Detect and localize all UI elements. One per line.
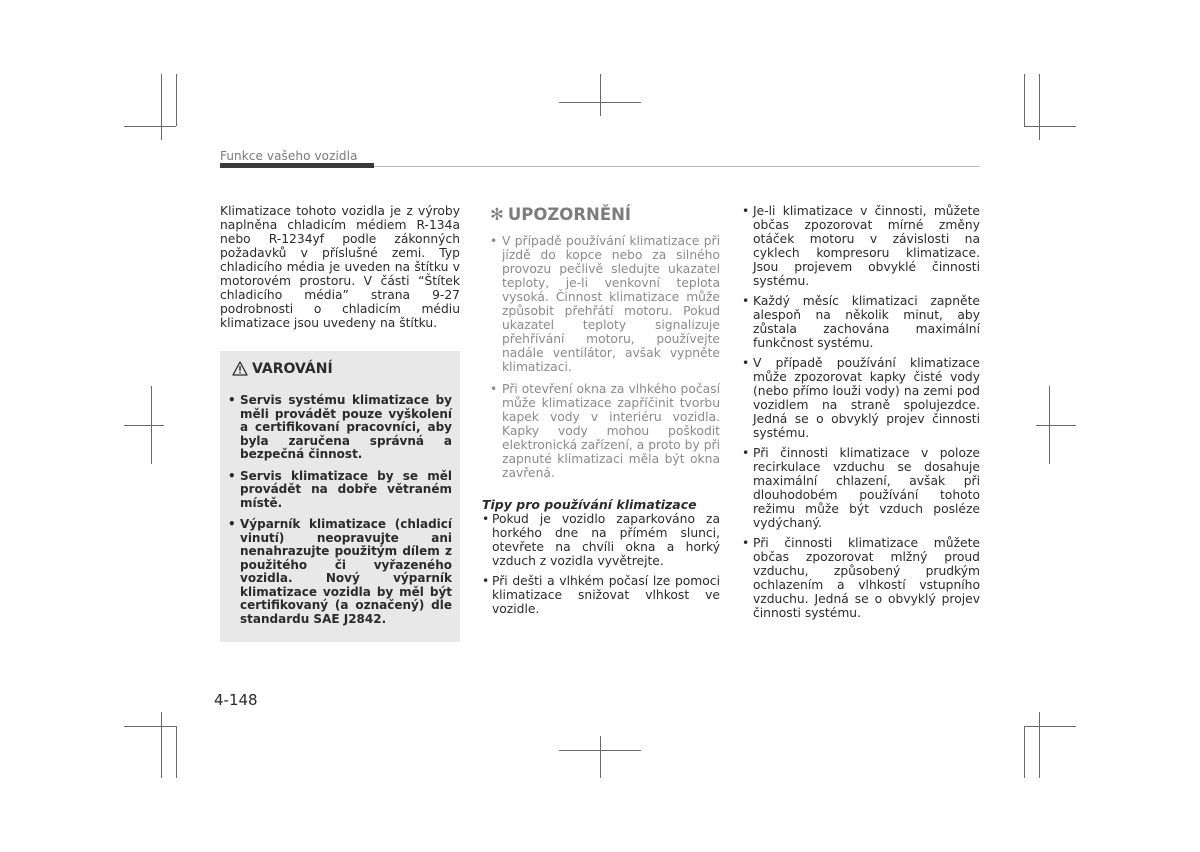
crop-mark [124,726,176,727]
crop-mark [600,736,601,778]
tips-item: • Pokud je vozidlo zaparkováno za horkého dne na přímém slunci, otevřete na chvíli okna a horký vzduch z vozidla vyvětrejte. [482,512,720,568]
header-rule [374,166,980,167]
warning-box [220,351,460,642]
crop-mark [1049,386,1050,464]
crop-mark [1036,425,1076,426]
left-column [220,204,460,642]
crop-mark [124,425,164,426]
warning-triangle-icon [232,361,248,376]
list-item: • Je-li klimatizace v činnosti, můžete občas zpozorovat mírné změny otáček motoru v závislosti na cyklech kompresoru klimatizace. Jsou projevem obvyklé činnosti systému. [742,204,980,288]
middle-column [482,205,720,622]
crop-mark [161,712,162,778]
intro-paragraph: Klimatizace tohoto vozidla je z výroby naplněna chladicím médiem R-134a nebo R-1234yf podle zákonných požadavků v příslušné zemi. Typ chladicího média je uveden na štítku v motorovém prostoru. V části “Štítek chladicího média” strana 9-27 podrobnosti o chladicím médiu klimatizace jsou uvedeny na štítku. [220,204,460,330]
crop-mark [1024,726,1025,778]
crop-mark [176,74,177,126]
warning-item: • Výparník klimatizace (chladicí vinutí) neopravujte ani nenahrazujte použitým dílem z použitého či vyřazeného vozidla. Nový výparník klimatizace vozidla by měl být certifikovaný (a označený) dle standardu SAE J2842. [228,518,452,626]
caution-item: • V případě používání klimatizace při jízdě do kopce nebo za silného provozu pečlivě sledujte ukazatel teploty, je-li venkovní teplota vysoká. Činnost klimatizace může způsobit přehřátí motoru. Pokud ukazatel teploty signalizuje přehřívání motoru, používejte nadále ventilátor, avšak vypněte klimatizaci. [490,234,720,374]
crop-mark [1024,726,1076,727]
caution-heading [490,205,720,224]
crop-mark [600,74,601,116]
header-bar [220,163,374,168]
crop-mark [176,726,177,778]
warning-heading [232,361,452,376]
page-number: 4-148 [214,691,258,709]
tips-heading: Tipy pro používání klimatizace [482,497,697,512]
section-header: Funkce vašeho vozidla [220,149,358,163]
warning-list [228,394,452,626]
crop-mark [1024,74,1025,126]
crop-mark [1024,126,1076,127]
caution-item: • Při otevření okna za vlhkého počasí může klimatizace zapříčinit tvorbu kapek vody v interiéru vozidla. Kapky vody mohou poškodit elektronická zařízení, a proto by při zapnuté klimatizaci měla být okna zavřená. [490,382,720,480]
right-column [742,204,980,626]
tips-item: • Při dešti a vlhkém počasí lze pomoci klimatizace snižovat vlhkost ve vozidle. [482,574,720,616]
tips-list [482,512,720,616]
list-item: • V případě používání klimatizace může zpozorovat kapky čisté vody (nebo přímo louži vody) na zemi pod vozidlem na straně spolujezdce. Jedná se o obvyklý projev činnosti systému. [742,356,980,440]
warning-title: VAROVÁNÍ [252,360,333,377]
crop-mark [124,126,176,127]
crop-mark [151,386,152,464]
asterisk-icon: ✻ [490,205,504,224]
list-item: • Při činnosti klimatizace můžete občas zpozorovat mlžný proud vzduchu, způsobený prudkým ochlazením a vlhkostí vstupního vzduchu. Jedná se o obvyklý projev činnosti systému. [742,536,980,620]
crop-mark [161,74,162,140]
crop-mark [1039,712,1040,778]
tips-list-continued [742,204,980,620]
warning-item: • Servis klimatizace by se měl provádět na dobře větraném místě. [228,470,452,511]
list-item: • Při činnosti klimatizace v poloze recirkulace vzduchu se dosahuje maximální chlazení, avšak při dlouhodobém používání tohoto režimu může být vzduch posléze vydýchaný. [742,446,980,530]
crop-mark [1039,74,1040,140]
list-item: • Každý měsíc klimatizaci zapněte alespoň na několik minut, aby zůstala zachována maximální funkčnost systému. [742,294,980,350]
warning-item: • Servis systému klimatizace by měli provádět pouze vyškolení a certifikovaní pracovníci, aby byla zaručena správná a bezpečná činnost. [228,394,452,462]
caution-list [482,234,720,480]
caution-title: UPOZORNĚNÍ [507,205,632,224]
